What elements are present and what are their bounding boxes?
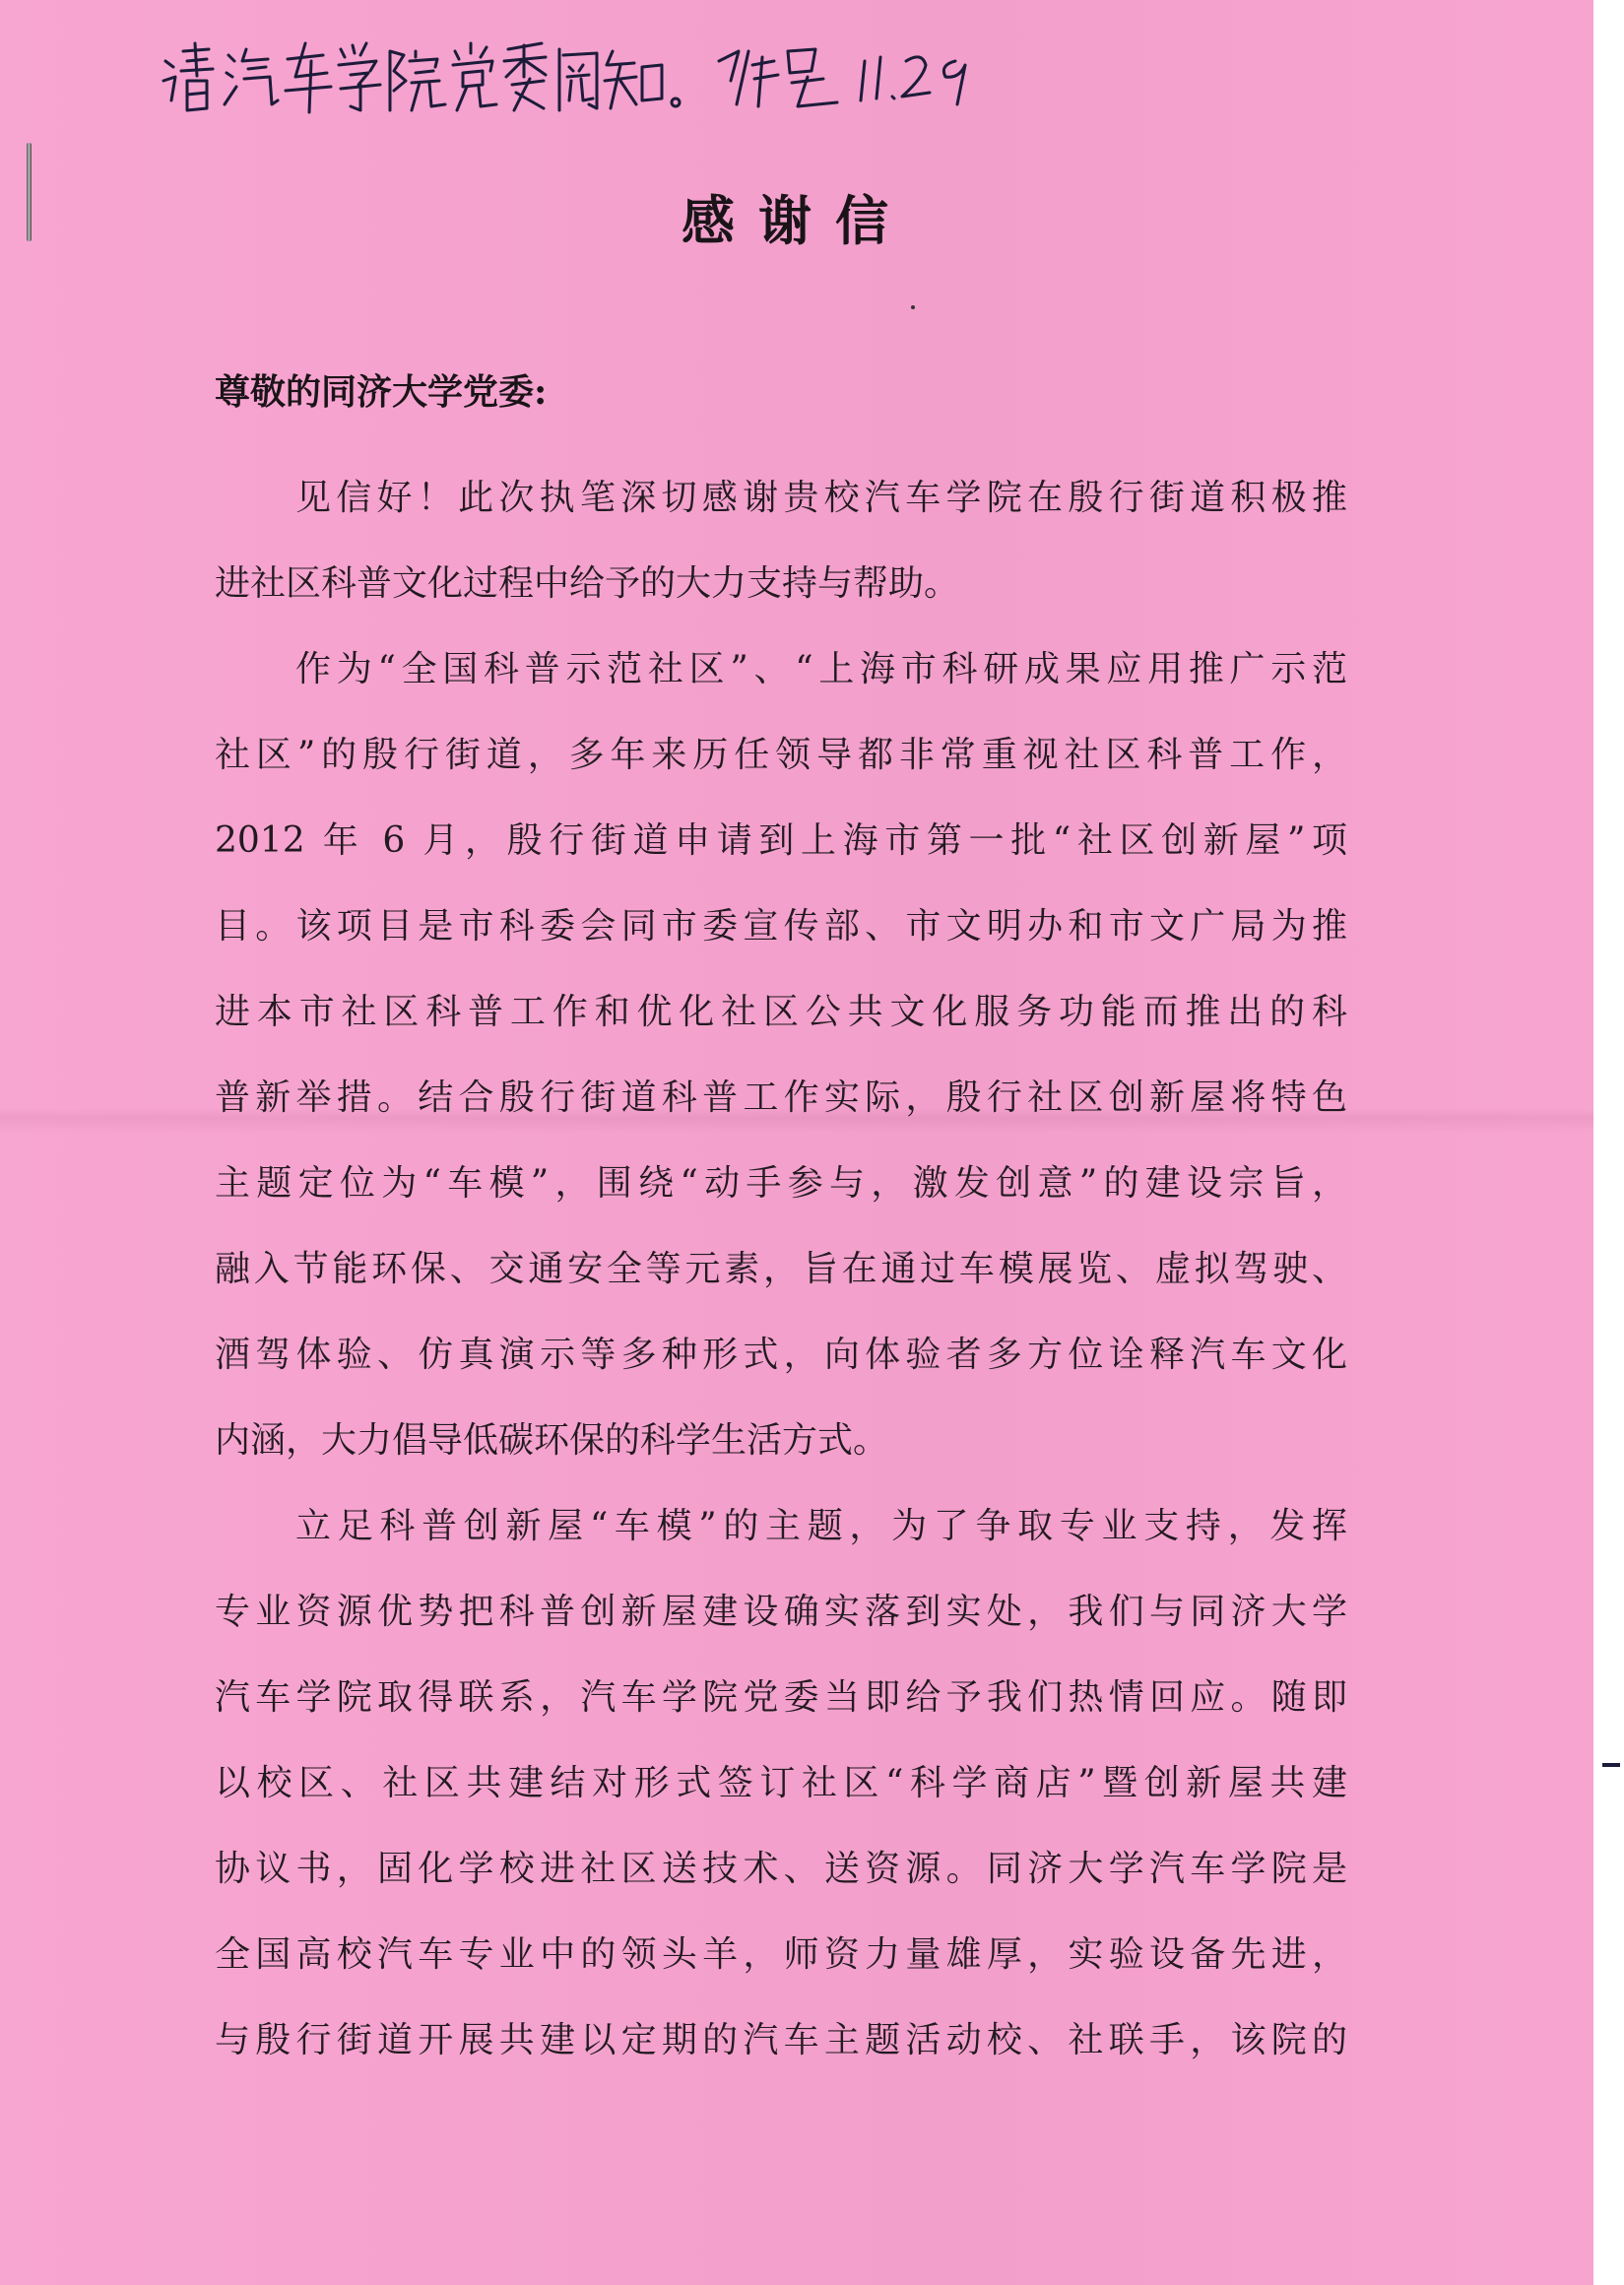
- handwritten-note: [158, 22, 1044, 120]
- body-line: 主题定位为“车模”，围绕“动手参与，激发创意”的建设宗旨，: [215, 1163, 1347, 1204]
- body-line: 见信好！此次执笔深切感谢贵校汽车学院在殷行街道积极推: [295, 478, 1347, 518]
- body-line: 协议书，固化学校进社区送技术、送资源。同济大学汽车学院是: [215, 1849, 1347, 1889]
- letter-title: 感谢信: [682, 190, 912, 252]
- body-line: 目。该项目是市科委会同市委宣传部、市文明办和市文广局为推: [215, 906, 1347, 947]
- letter-body: [215, 455, 1347, 2083]
- body-line: 以校区、社区共建结对形式签订社区“科学商店”暨创新屋共建: [215, 1763, 1347, 1803]
- body-line: 内涵，大力倡导低碳环保的科学生活方式。: [215, 1420, 889, 1461]
- body-line: 汽车学院取得联系，汽车学院党委当即给予我们热情回应。随即: [215, 1677, 1347, 1718]
- body-line: 进本市社区科普工作和优化社区公共文化服务功能而推出的科: [215, 992, 1347, 1032]
- body-line: 酒驾体验、仿真演示等多种形式，向体验者多方位诠释汽车文化: [215, 1335, 1347, 1375]
- body-line: 融入节能环保、交通安全等元素，旨在通过车模展览、虚拟驾驶、: [215, 1249, 1347, 1289]
- salutation: 尊敬的同济大学党委:: [215, 371, 548, 413]
- body-line: 作为“全国科普示范社区”、“上海市科研成果应用推广示范: [295, 649, 1347, 689]
- body-line: 2012 年 6 月，殷行街道申请到上海市第一批“社区创新屋”项: [215, 820, 1347, 861]
- body-line: 社区”的殷行街道，多年来历任领导都非常重视社区科普工作，: [215, 735, 1347, 775]
- body-line: 专业资源优势把科普创新屋建设确实落到实处，我们与同济大学: [215, 1592, 1347, 1632]
- body-line: 立足科普创新屋“车模”的主题，为了争取专业支持，发挥: [295, 1506, 1347, 1546]
- scan-edge-mark: [1602, 1763, 1620, 1767]
- body-line: 与殷行街道开展共建以定期的汽车主题活动校、社联手，该院的: [215, 2020, 1347, 2060]
- body-line: 进社区科普文化过程中给予的大力支持与帮助。: [215, 563, 960, 604]
- ink-dot: [911, 305, 915, 309]
- body-line: 普新举措。结合殷行街道科普工作实际，殷行社区创新屋将特色: [215, 1077, 1347, 1118]
- body-line: 全国高校汽车专业中的领头羊，师资力量雄厚，实验设备先进，: [215, 1934, 1347, 1975]
- scan-margin: [1593, 0, 1624, 2285]
